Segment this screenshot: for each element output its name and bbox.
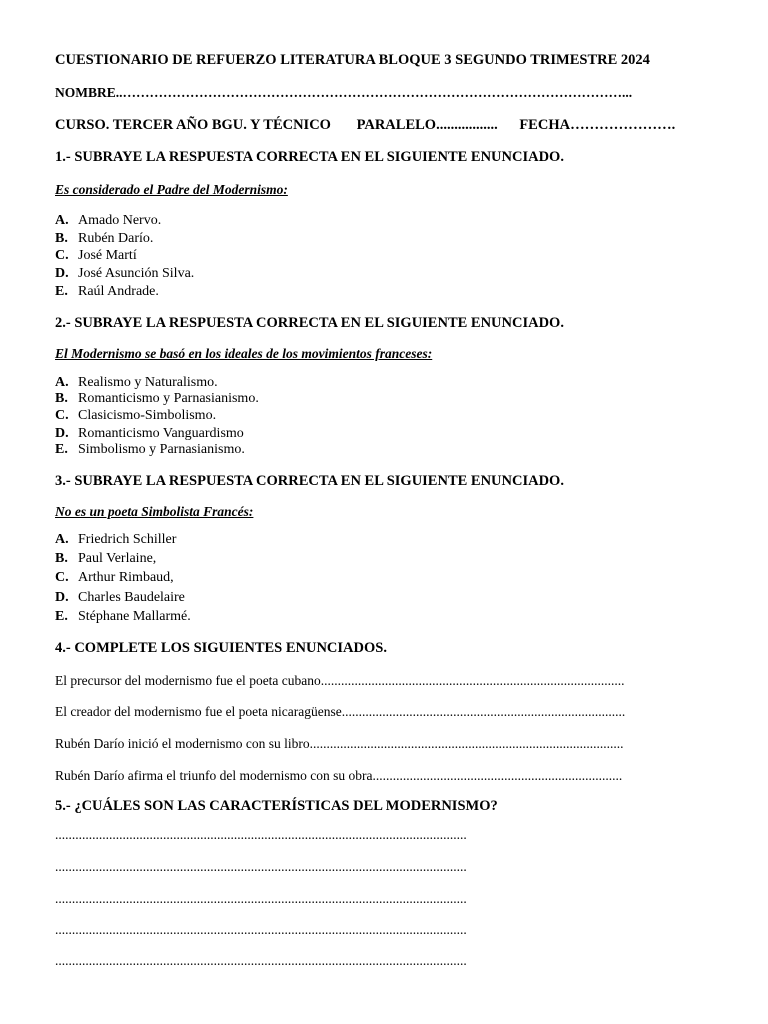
option-text: Charles Baudelaire — [78, 590, 185, 605]
option-text: Rubén Darío. — [78, 231, 154, 246]
question-1-option-c[interactable] — [55, 247, 137, 264]
option-letter: C. — [55, 570, 69, 585]
fill-in-line-4[interactable]: Rubén Darío afirma el triunfo del modernismo con su obra.......................................................................... — [55, 768, 623, 783]
option-letter: E. — [55, 284, 68, 299]
question-3-option-b[interactable] — [55, 550, 156, 567]
option-text: José Martí — [78, 248, 137, 263]
option-text: Raúl Andrade. — [78, 284, 159, 299]
question-1-option-b[interactable] — [55, 230, 153, 247]
question-2-title: 2.- SUBRAYE LA RESPUESTA CORRECTA EN EL SIGUIENTE ENUNCIADO. — [55, 315, 564, 331]
course-label: CURSO. TERCER AÑO BGU. Y TÉCNICO — [55, 117, 331, 133]
option-letter: A. — [55, 213, 69, 228]
question-4-title: 4.- COMPLETE LOS SIGUIENTES ENUNCIADOS. — [55, 640, 387, 656]
option-letter: D. — [55, 426, 69, 441]
answer-line-1[interactable]: .......................................................................................................................... — [55, 827, 467, 842]
question-1-option-d[interactable] — [55, 265, 194, 282]
question-3-title: 3.- SUBRAYE LA RESPUESTA CORRECTA EN EL SIGUIENTE ENUNCIADO. — [55, 473, 564, 489]
answer-line-2[interactable]: .......................................................................................................................... — [55, 859, 467, 874]
answer-line-5[interactable]: .......................................................................................................................... — [55, 953, 467, 968]
option-text: Romanticismo y Parnasianismo. — [78, 391, 259, 406]
option-text: Romanticismo Vanguardismo — [78, 426, 244, 441]
option-letter: E. — [55, 442, 68, 457]
option-text: Clasicismo-Simbolismo. — [78, 408, 217, 423]
option-letter: C. — [55, 408, 69, 423]
option-text: José Asunción Silva. — [78, 266, 195, 281]
question-3-option-d[interactable] — [55, 589, 185, 606]
question-3-option-c[interactable] — [55, 569, 174, 586]
option-letter: E. — [55, 609, 68, 624]
option-letter: A. — [55, 375, 69, 390]
option-text: Amado Nervo. — [78, 213, 162, 228]
question-1-option-e[interactable] — [55, 283, 159, 300]
question-1-option-a[interactable] — [55, 212, 161, 229]
question-3-option-e[interactable] — [55, 608, 191, 625]
option-letter: B. — [55, 391, 68, 406]
name-field-line: NOMBRE..…………………………………………………………………………………………………... — [55, 85, 633, 100]
question-3-prompt: No es un poeta Simbolista Francés: — [55, 504, 254, 519]
question-2-option-c[interactable] — [55, 407, 216, 424]
option-letter: C. — [55, 248, 69, 263]
fecha-field: FECHA…………………. — [519, 117, 676, 133]
option-letter: B. — [55, 551, 68, 566]
option-letter: D. — [55, 590, 69, 605]
answer-line-3[interactable]: .......................................................................................................................... — [55, 891, 467, 906]
course-line — [55, 117, 675, 134]
option-letter: B. — [55, 231, 68, 246]
option-text: Realismo y Naturalismo. — [78, 375, 218, 390]
question-1-title: 1.- SUBRAYE LA RESPUESTA CORRECTA EN EL SIGUIENTE ENUNCIADO. — [55, 149, 564, 165]
question-3-option-a[interactable] — [55, 531, 176, 548]
option-text: Friedrich Schiller — [78, 532, 177, 547]
fill-in-line-3[interactable]: Rubén Darío inició el modernismo con su libro............................................................................................. — [55, 736, 624, 751]
question-2-option-e[interactable] — [55, 441, 245, 458]
fill-in-line-2[interactable]: El creador del modernismo fue el poeta nicaragüense.................................................................................... — [55, 704, 626, 719]
question-5-title: 5.- ¿CUÁLES SON LAS CARACTERÍSTICAS DEL MODERNISMO? — [55, 798, 498, 814]
option-text: Paul Verlaine, — [78, 551, 157, 566]
question-2-option-d[interactable] — [55, 425, 244, 442]
option-text: Stéphane Mallarmé. — [78, 609, 191, 624]
worksheet-title: CUESTIONARIO DE REFUERZO LITERATURA BLOQUE 3 SEGUNDO TRIMESTRE 2024 — [55, 52, 650, 68]
option-text: Arthur Rimbaud, — [78, 570, 174, 585]
fill-in-line-1[interactable]: El precursor del modernismo fue el poeta cubano.......................................................................................... — [55, 673, 625, 688]
question-2-option-b[interactable] — [55, 390, 259, 407]
option-text: Simbolismo y Parnasianismo. — [78, 442, 245, 457]
paralelo-field: PARALELO................. — [356, 117, 498, 133]
option-letter: A. — [55, 532, 69, 547]
question-1-prompt: Es considerado el Padre del Modernismo: — [55, 182, 288, 197]
question-2-option-a[interactable] — [55, 374, 218, 391]
answer-line-4[interactable]: .......................................................................................................................... — [55, 922, 467, 937]
question-2-prompt: El Modernismo se basó en los ideales de los movimientos franceses: — [55, 346, 433, 361]
option-letter: D. — [55, 266, 69, 281]
